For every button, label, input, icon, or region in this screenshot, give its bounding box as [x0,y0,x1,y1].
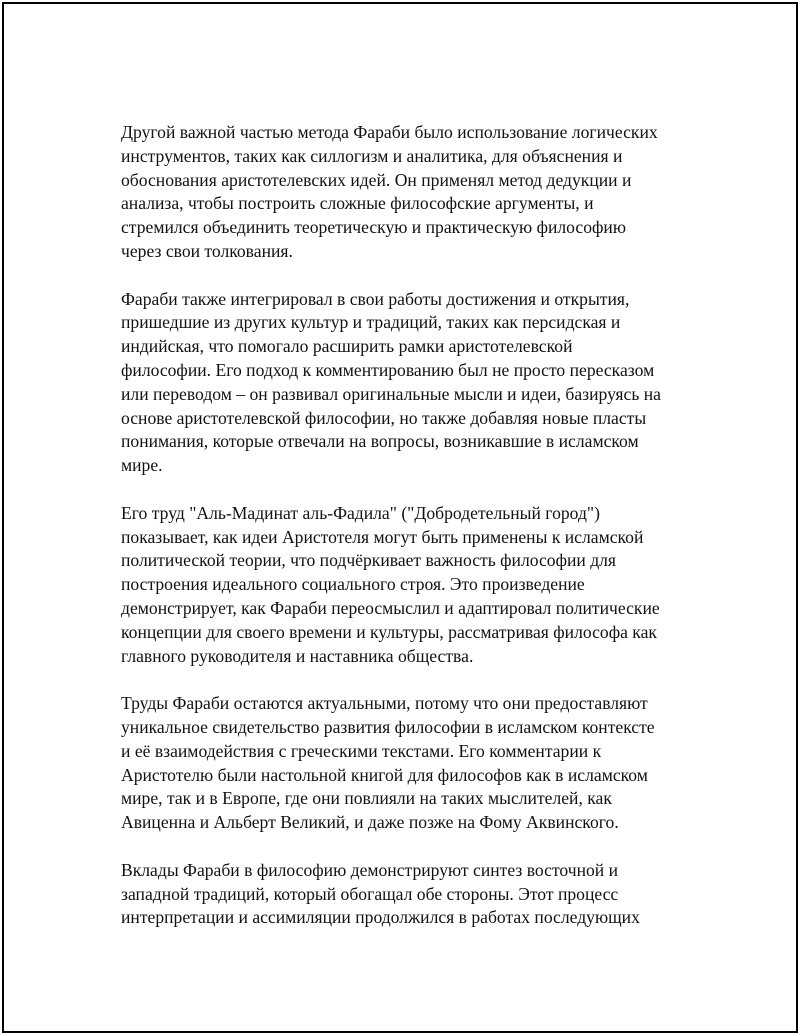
text-line: через свои толкования. [121,240,293,261]
text-line: уникальное свидетельство развития философии в исламском контексте [121,716,655,737]
paragraph-2 [121,288,711,478]
paragraph-3 [121,502,711,669]
text-line: и её взаимодействия с греческими текстами. Его комментарии к [121,740,602,761]
text-line: Фараби также интегрировал в свои работы достижения и открытия, [121,288,630,309]
text-line: основе аристотелевской философии, но также добавляя новые пласты [121,407,647,428]
text-line: Другой важной частью метода Фараби было использование логических [121,122,658,142]
text-line: показывает, как идеи Аристотеля могут быть применены к исламской [121,526,644,547]
text-line: Аристотелю были настольной книгой для философов как в исламском [121,764,648,785]
document-page [2,2,798,1033]
text-line: интерпретации и ассимиляции продолжился в работах последующих [121,907,640,928]
paragraph-4 [121,692,711,835]
text-line: мире. [121,455,163,476]
text-line: построения идеального социального строя. Это произведение [121,574,585,595]
paragraph-1 [121,121,711,264]
text-line: понимания, которые отвечали на вопросы, возникавшие в исламском [121,431,639,452]
text-line: политической теории, что подчёркивает важность философии для [121,550,617,571]
text-line: пришедшие из других культур и традиций, таких как персидская и [121,312,621,333]
text-line: философии. Его подход к комментированию был не просто пересказом [121,359,655,380]
document-body [121,121,711,930]
paragraph-5 [121,859,711,930]
text-line: или переводом – он развивал оригинальные мысли и идеи, базируясь на [121,383,661,404]
text-line: концепции для своего времени и культуры, рассматривая философа как [121,621,657,642]
text-line: демонстрирует, как Фараби переосмыслил и адаптировал политические [121,597,660,618]
text-line: анализа, чтобы построить сложные философские аргументы, и [121,193,594,214]
text-line: стремился объединить теоретическую и практическую философию [121,217,626,238]
text-line: инструментов, таких как силлогизм и аналитика, для объяснения и [121,145,623,166]
text-line: индийская, что помогало расширить рамки аристотелевской [121,336,573,357]
text-line: Авиценна и Альберт Великий, и даже позже на Фому Аквинского. [121,812,619,833]
text-line: главного руководителя и наставника общества. [121,645,474,666]
text-line: Вклады Фараби в философию демонстрируют синтез восточной и [121,859,619,880]
text-line: западной традиций, который обогащал обе стороны. Этот процесс [121,883,619,904]
text-line: Его труд "Аль-Мадинат аль-Фадила" ("Добродетельный город") [121,502,600,523]
text-line: обоснования аристотелевских идей. Он применял метод дедукции и [121,169,632,190]
text-line: Труды Фараби остаются актуальными, потому что они предоставляют [121,693,648,714]
text-line: мире, так и в Европе, где они повлияли на таких мыслителей, как [121,788,612,809]
